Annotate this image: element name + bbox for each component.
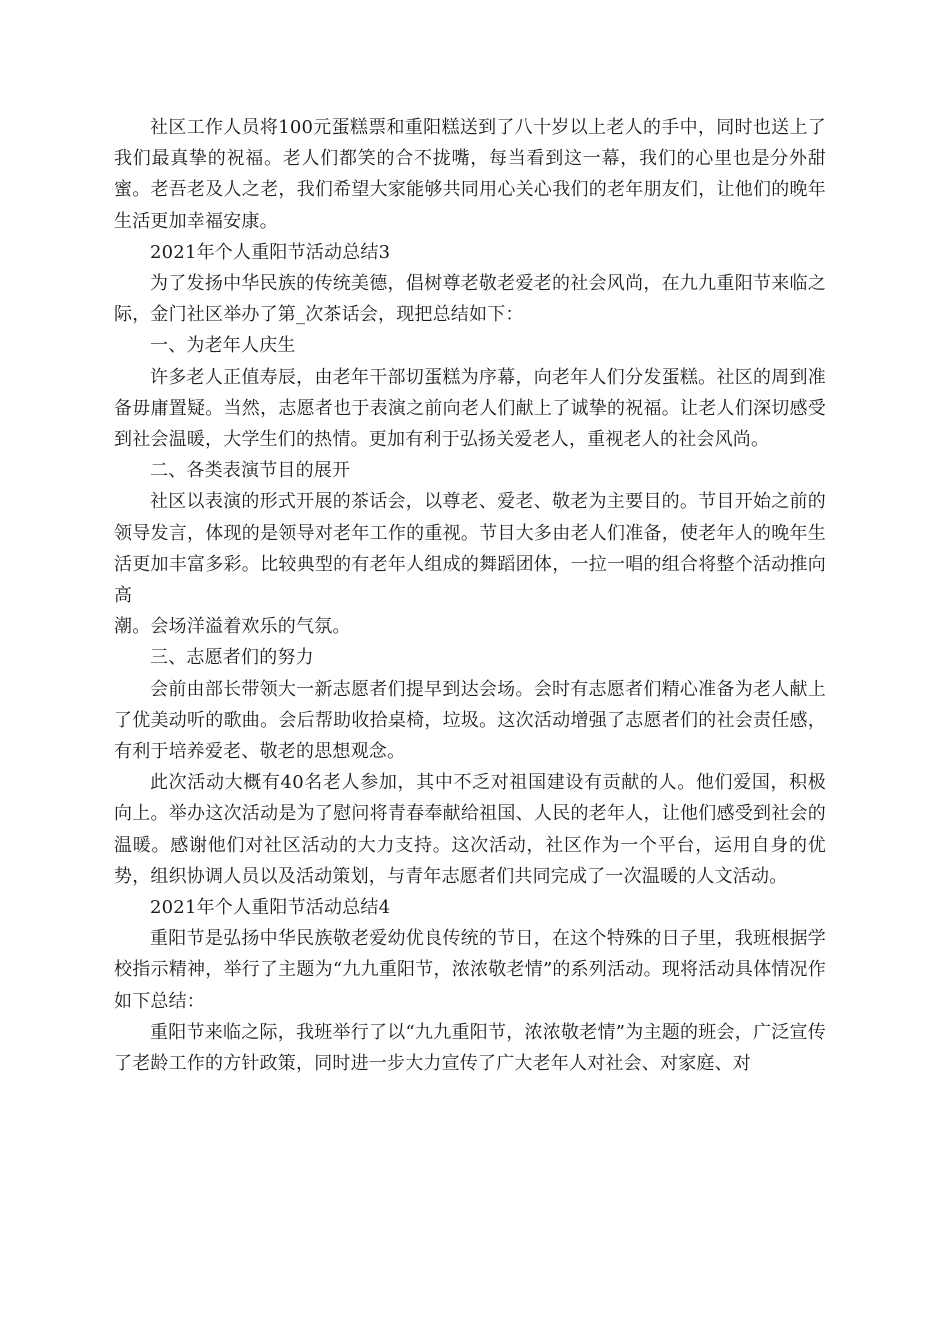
paragraph-class-meeting: 重阳节来临之际，我班举行了以“九九重阳节，浓浓敬老情”为主题的班会，广泛宣传了老龄工作的方针政策，同时进一步大力宣传了广大老年人对社会、对家庭、对 — [114, 1021, 826, 1075]
paragraph-volunteers: 会前由部长带领大一新志愿者们提早到达会场。会时有志愿者们精心准备为老人献上了优美动听的歌曲。会后帮助收拾桌椅，垃圾。这次活动增强了志愿者们的社会责任感，有利于培养爱老、敬老的思想观念。 — [114, 678, 826, 763]
paragraph-cake-delivery: 社区工作人员将100元蛋糕票和重阳糕送到了八十岁以上老人的手中，同时也送上了我们最真挚的祝福。老人们都笑的合不拢嘴，每当看到这一幕，我们的心里也是分外甜蜜。老吾老及人之老，我们希望大家能够共同用心关心我们的老年朋友们，让他们的晚年生活更加幸福安康。 — [114, 117, 826, 232]
document-body — [114, 112, 826, 1079]
subheading-birthday: 一、为老年人庆生 — [150, 335, 296, 357]
paragraph-participants: 此次活动大概有40名老人参加，其中不乏对祖国建设有贡献的人。他们爱国，积极向上。举办这次活动是为了慰问将青春奉献给祖国、人民的老年人，让他们感受到社会的温暖。感谢他们对社区活动的大力支持。这次活动，社区作为一个平台，运用自身的优势，组织协调人员以及活动策划，与青年志愿者们共同完成了一次温暖的人文活动。 — [114, 772, 826, 887]
paragraph-class-activity-intro: 重阳节是弘扬中华民族敬老爱幼优良传统的节日，在这个特殊的日子里，我班根据学校指示精神，举行了主题为“九九重阳节，浓浓敬老情”的系列活动。现将活动具体情况作如下总结： — [114, 928, 826, 1012]
paragraph-performances: 社区以表演的形式开展的茶话会，以尊老、爱老、敬老为主要目的。节目开始之前的领导发言，体现的是领导对老年工作的重视。节目大多由老人们准备，使老年人的晚年生活更加丰富多彩。比较典型的有老年人组成的舞蹈团体，一拉一唱的组合将整个活动推向高 — [114, 491, 826, 607]
paragraph-performances-continued: 潮。会场洋溢着欢乐的气氛。 — [114, 616, 351, 638]
paragraph-intro-tea-party: 为了发扬中华民族的传统美德，倡树尊老敬老爱老的社会风尚，在九九重阳节来临之际，金门社区举办了第_次茶话会，现把总结如下： — [114, 273, 826, 326]
paragraph-birthday: 许多老人正值寿辰，由老年干部切蛋糕为序幕，向老年人们分发蛋糕。社区的周到准备毋庸置疑。当然，志愿者也于表演之前向老人们献上了诚挚的祝福。让老人们深切感受到社会温暖，大学生们的热情。更加有利于弘扬关爱老人，重视老人的社会风尚。 — [114, 366, 826, 451]
subheading-volunteers: 三、志愿者们的努力 — [150, 647, 314, 669]
section-heading-summary-4: 2021年个人重阳节活动总结4 — [150, 897, 391, 919]
subheading-performances: 二、各类表演节目的展开 — [150, 460, 351, 482]
section-heading-summary-3: 2021年个人重阳节活动总结3 — [150, 241, 391, 263]
